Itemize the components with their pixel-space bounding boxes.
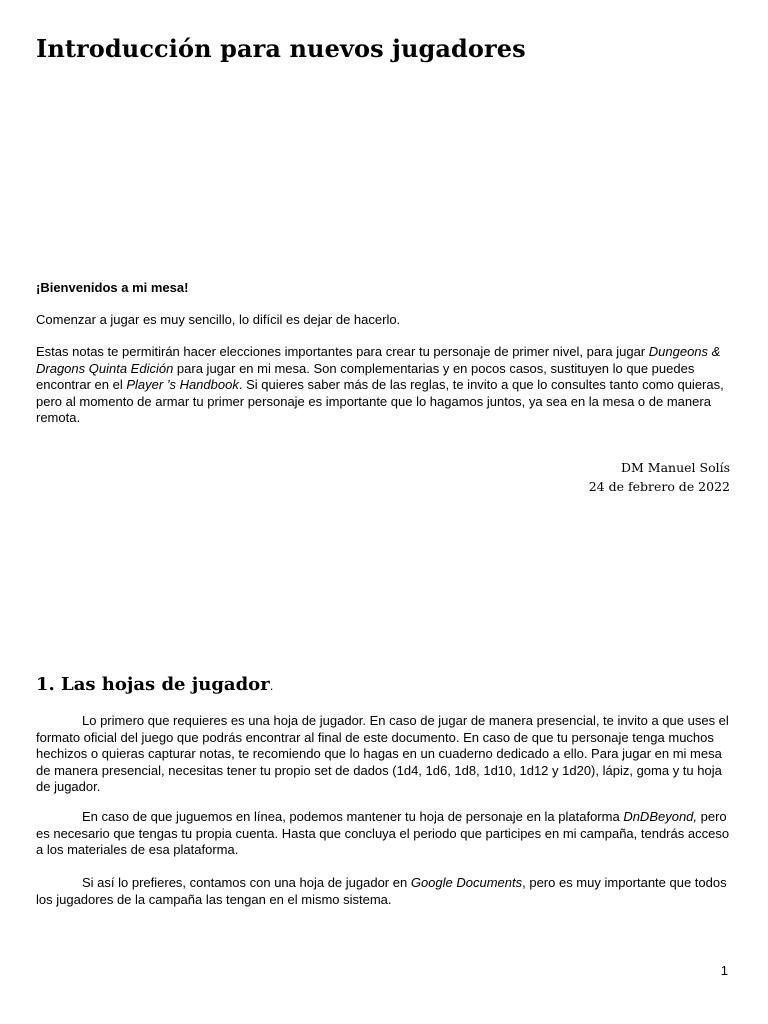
page-title: Introducción para nuevos jugadores	[36, 34, 526, 63]
game-title-italic: Dungeons & Dragons Quinta Edición	[36, 344, 721, 376]
handbook-title-italic: Player ’s Handbook	[126, 377, 239, 392]
intro-paragraph-2-text-2: para jugar en mi mesa. Son complementarias y en pocos casos, sustituyen lo que puedes encontrar en el	[36, 360, 695, 392]
intro-paragraph-1: Comenzar a jugar es muy sencillo, lo difícil es dejar de hacerlo.	[36, 312, 401, 327]
platform-name-italic: DnDBeyond,	[623, 809, 698, 824]
page-number: 1	[720, 963, 728, 978]
google-documents-italic: Google Documents	[410, 875, 523, 890]
signature-date: 24 de febrero de 2022	[588, 479, 730, 494]
section-heading-suffix: .	[269, 678, 274, 693]
section-paragraph-3	[36, 875, 732, 908]
welcome-text: ¡Bienvenidos a mi mesa!	[36, 280, 189, 295]
intro-paragraph-2	[36, 344, 736, 427]
section-paragraph-2	[36, 809, 732, 859]
section-heading	[36, 674, 273, 695]
intro-paragraph-2-text-3: . Si quieres saber más de las reglas, te invito a que lo consultes tanto como quieras, pero al momento de armar tu primer personaje es importante que lo hagamos juntos, ya sea en la mesa o de manera remota.	[36, 377, 724, 425]
intro-paragraph-2-text-1: Estas notas te permitirán hacer elecciones importantes para crear tu personaje de primer nivel, para jugar	[36, 344, 649, 359]
section-paragraph-3-text-2: , pero es muy importante que todos los jugadores de la campaña las tengan en el mismo sistema.	[36, 875, 727, 907]
section-paragraph-1: Lo primero que requieres es una hoja de jugador. En caso de jugar de manera presencial, te invito a que uses el formato oficial del juego que podrás encontrar al final de este documento. En caso de que tu personaje tenga muchos hechizos o quieras capturar notas, te recomiendo que lo hagas en un cuaderno dedicado a ello. Para jugar en mi mesa de manera presencial, necesitas tener tu propio set de dados (1d4, 1d6, 1d8, 1d10, 1d12 y 1d20), lápiz, goma y tu hoja de jugador.	[36, 713, 729, 794]
section-paragraph-2-text-1: En caso de que juguemos en línea, podemos mantener tu hoja de personaje en la plataforma	[82, 809, 624, 824]
section-heading-text: 1. Las hojas de jugador	[36, 674, 270, 695]
signature-block	[589, 458, 730, 496]
section-paragraph-3-text-1: Si así lo prefieres, contamos con una hoja de jugador en	[82, 875, 411, 890]
signature-author: DM Manuel Solís	[620, 460, 730, 475]
section-paragraph-2-text-2: pero es necesario que tengas tu propia cuenta. Hasta que concluya el periodo que participes en mi campaña, tendrás acceso a los materiales de esa plataforma.	[36, 809, 730, 857]
